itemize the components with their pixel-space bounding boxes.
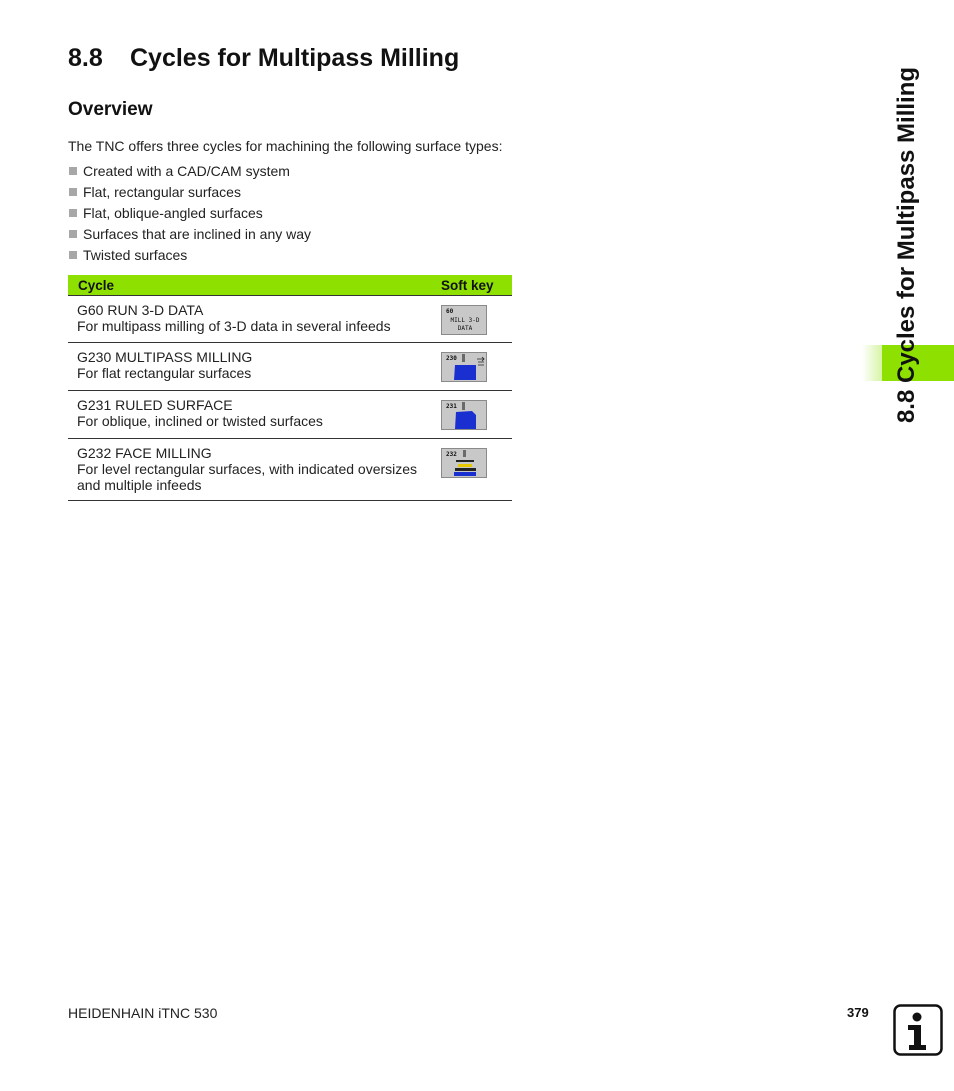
softkey-g232-button[interactable] [441, 448, 487, 478]
softkey-label-line1: MILL 3-D [450, 317, 480, 324]
cycle-name: G232 FACE MILLING [77, 445, 212, 461]
table-row [68, 343, 512, 391]
list-item: Twisted surfaces [68, 246, 311, 267]
bullet-square-icon [69, 230, 77, 238]
list-item: Flat, rectangular surfaces [68, 183, 311, 204]
softkey-cell [441, 296, 512, 342]
info-icon [893, 1004, 943, 1056]
table-row [68, 439, 512, 501]
softkey-code: 232 [446, 451, 457, 458]
bullet-square-icon [69, 251, 77, 259]
intro-paragraph: The TNC offers three cycles for machining the following surface types: [68, 138, 503, 154]
softkey-code: 230 [446, 355, 457, 362]
softkey-code: 60 [446, 308, 454, 315]
softkey-g60-button[interactable] [441, 305, 487, 335]
cycle-description: For multipass milling of 3-D data in several infeeds [77, 318, 391, 334]
multipass-milling-icon [442, 353, 487, 382]
table-row [68, 391, 512, 439]
list-item: Surfaces that are inclined in any way [68, 225, 311, 246]
softkey-g230-button[interactable] [441, 352, 487, 382]
surface-types-list [68, 162, 311, 267]
cycle-description: For flat rectangular surfaces [77, 365, 252, 381]
softkey-g231-button[interactable] [441, 400, 487, 430]
cycle-table [68, 275, 512, 501]
side-chapter-title: 8.8 Cycles for Multipass Milling [893, 66, 920, 424]
softkey-code: 231 [446, 403, 457, 410]
cycle-cell [68, 296, 441, 342]
cycle-description: For level rectangular surfaces, with indicated oversizes and multiple infeeds [77, 461, 418, 493]
softkey-cell [441, 439, 512, 500]
cycle-name: G60 RUN 3-D DATA [77, 302, 204, 318]
ruled-surface-icon [442, 401, 487, 430]
face-milling-icon [442, 449, 487, 478]
softkey-label-line2: DATA [457, 325, 473, 332]
bullet-square-icon [69, 209, 77, 217]
table-header [68, 275, 512, 295]
bullet-square-icon [69, 167, 77, 175]
cycle-name: G230 MULTIPASS MILLING [77, 349, 253, 365]
cycle-name: G231 RULED SURFACE [77, 397, 233, 413]
cycle-description: For oblique, inclined or twisted surfaces [77, 413, 323, 429]
section-number: 8.8 [68, 44, 103, 72]
side-tab-fade [862, 345, 882, 381]
cycle-cell [68, 343, 441, 390]
section-title-text: Cycles for Multipass Milling [130, 44, 460, 72]
overview-heading: Overview [68, 99, 153, 120]
list-item: Created with a CAD/CAM system [68, 162, 311, 183]
column-header-cycle: Cycle [78, 277, 115, 293]
list-item: Flat, oblique-angled surfaces [68, 204, 311, 225]
column-header-softkey: Soft key [441, 277, 494, 293]
table-row [68, 295, 512, 343]
section-title [68, 44, 459, 73]
softkey-cell [441, 343, 512, 390]
footer-product: HEIDENHAIN iTNC 530 [68, 1005, 218, 1021]
page-number: 379 [847, 1005, 869, 1020]
softkey-cell [441, 391, 512, 438]
cycle-cell [68, 439, 441, 500]
cycle-cell [68, 391, 441, 438]
bullet-square-icon [69, 188, 77, 196]
